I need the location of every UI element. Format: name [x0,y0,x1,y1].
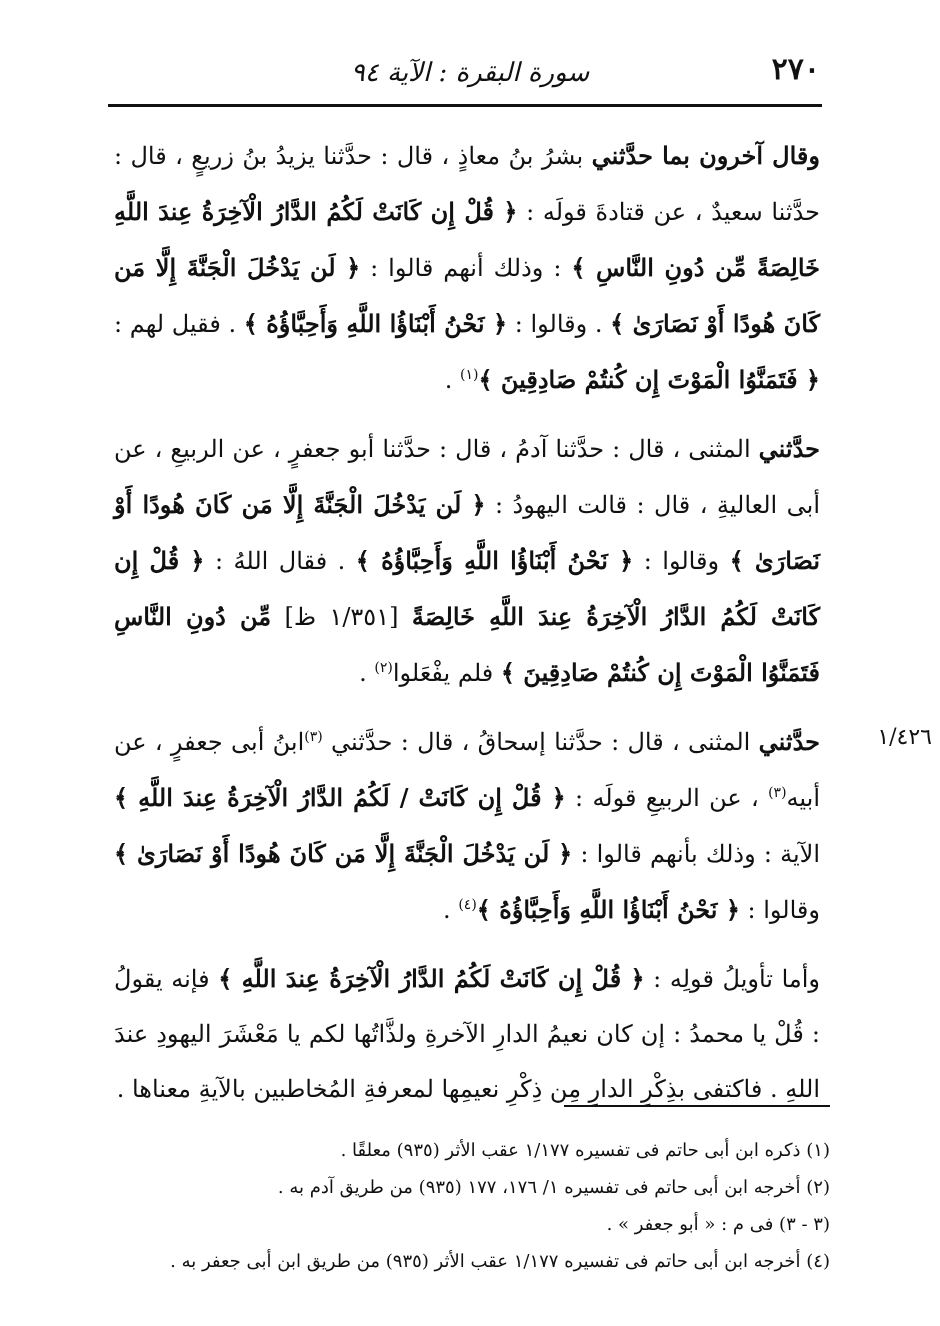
narration-lead: حدَّثني [758,727,820,756]
footnote-ref: (٣) [304,729,323,745]
margin-page-reference: ١/٤٢٦ [877,725,932,750]
footnote-ref: (٤) [458,897,477,913]
text-run: ابنُ أبى جعفرٍ ، عن أبيه [114,728,820,812]
text-run: وأما تأويلُ قولِه : [644,965,820,993]
running-header-title: سورة البقرة : الآية ٩٤ [350,58,590,88]
paragraph-4 [114,951,820,1117]
quran-verse: ﴿ فَتَمَنَّوُا الْمَوْتَ إِن كُنتُمْ صَادِقِينَ ﴾ [478,365,820,394]
footnotes [110,1132,830,1280]
paragraph-2 [114,421,820,701]
paragraph-1 [114,128,820,408]
quran-verse: ﴿ نَحْنُ أَبْنَاؤُا اللَّهِ وَأَحِبَّاؤُهُ ﴾ [476,895,740,924]
quran-verse: ﴿ قُلْ إِن كَانَتْ لَكُمُ الدَّارُ الْآخِرَةُ عِندَ اللَّهِ ﴾ [218,964,645,993]
main-text [114,128,820,1130]
footnote-ref: (٣) [768,785,787,801]
text-run: الآية : وذلك بأنهم قالوا : [572,840,820,868]
quran-verse: ﴿ لَن يَدْخُلَ الْجَنَّةَ إِلَّا مَن كَانَ هُودًا أَوْ نَصَارَىٰ ﴾ [114,839,573,868]
text-run: ، عن الربيعِ قولَه : [565,784,769,812]
text-run: المثنى ، قال : حدَّثنا إسحاقُ ، قال : حدَّثني [322,728,759,756]
text-run: فلم يفْعَلوا [392,659,501,687]
text-run: . [443,896,459,924]
narration-lead: حدَّثني [758,434,820,463]
manuscript-folio-mark: [١/٣٥١ ظ] [271,603,412,631]
quran-verse: ﴿ قُلْ إِن كَانَتْ لَكُمُ الدَّارُ الْآخِرَةُ عِندَ اللَّهِ خَالِصَةً [114,546,821,631]
quran-verse: ﴿ لَن يَدْخُلَ الْجَنَّةَ إِلَّا مَن كَانَ هُودًا أَوْ نَصَارَىٰ ﴾ [114,490,821,575]
text-run: . فقال اللهُ : [204,547,356,575]
footnote-rule [564,1105,830,1107]
footnote-4: (٤) أخرجه ابن أبى حاتم فى تفسيره ١/١٧٧ عقب الأثر (٩٣٥) من طريق ابن أبى جعفر به . [170,1251,830,1272]
footnote-1: (١) ذكره ابن أبى حاتم فى تفسيره ١/١٧٧ عقب الأثر (٩٣٥) معلقًا . [340,1140,830,1161]
text-run: . فقيل لهم : [114,310,244,338]
quran-verse: ﴿ نَحْنُ أَبْنَاؤُا اللَّهِ وَأَحِبَّاؤُهُ ﴾ [355,546,634,575]
footnote-ref: (٢) [374,660,393,676]
footnote-3: (٣ - ٣) فى م : « أبو جعفر » . [606,1214,830,1235]
narration-lead: وقال آخرون بما حدَّثني [591,141,820,170]
header-rule [108,104,822,107]
quran-verse: ﴿ نَحْنُ أَبْنَاؤُا اللَّهِ وَأَحِبَّاؤُهُ ﴾ [243,309,508,338]
text-run: وقالوا : [739,896,820,924]
quran-verse: ﴿ لَن يَدْخُلَ الْجَنَّةَ إِلَّا مَن كَانَ هُودًا أَوْ نَصَارَىٰ ﴾ [114,253,821,338]
text-run: : وذلك أنهم قالوا : [360,254,572,282]
footnote-2: (٢) أخرجه ابن أبى حاتم فى تفسيره ١/ ١٧٦، ١٧٧ (٩٣٥) من طريق آدم به . [277,1177,830,1198]
text-run: فإنه يقولُ : قُلْ يا محمدُ : إن كان نعيمُ الدارِ الآخرةِ ولذَّاتُها لكم يا مَعْشَرَ اليهودِ عندَ اللهِ . فاكتفى بذِكْرِ الدارِ مِن ذِكْرِ نعيمِها لمعرفةِ المُخاطبين بالآيةِ معناها . [114,965,820,1103]
page-number: ٢٧٠ [771,52,820,87]
text-run: . [444,366,460,394]
quran-verse: ﴿ قُلْ إِن كَانَتْ / لَكُمُ الدَّارُ الْآخِرَةُ عِندَ اللَّهِ ﴾ [114,783,566,812]
quran-verse: ﴿ قُلْ إِن كَانَتْ لَكُمُ الدَّارُ الْآخِرَةُ عِندَ اللَّهِ خَالِصَةً مِّن دُونِ النَّاسِ ﴾ [114,197,820,282]
quran-verse: مِّن دُونِ النَّاسِ فَتَمَنَّوُا الْمَوْتَ إِن كُنتُمْ صَادِقِينَ ﴾ [114,602,820,687]
text-run: بشرُ بنُ معاذٍ ، قال : حدَّثنا يزيدُ بنُ زريعٍ ، قال : حدَّثنا سعيدٌ ، عن قتادةَ قولَه : [114,142,820,226]
footnote-ref: (١) [459,367,479,383]
text-run: المثنى ، قال : حدَّثنا آدمُ ، قال : حدَّثنا أبو جعفرٍ ، عن الربيعِ ، عن أبى العاليةِ ، قال : قالت اليهودُ : [114,435,820,519]
text-run: . [359,659,375,687]
text-run: وقالوا : [633,547,730,575]
paragraph-3 [114,714,820,938]
text-run: . وقالوا : [507,310,611,338]
